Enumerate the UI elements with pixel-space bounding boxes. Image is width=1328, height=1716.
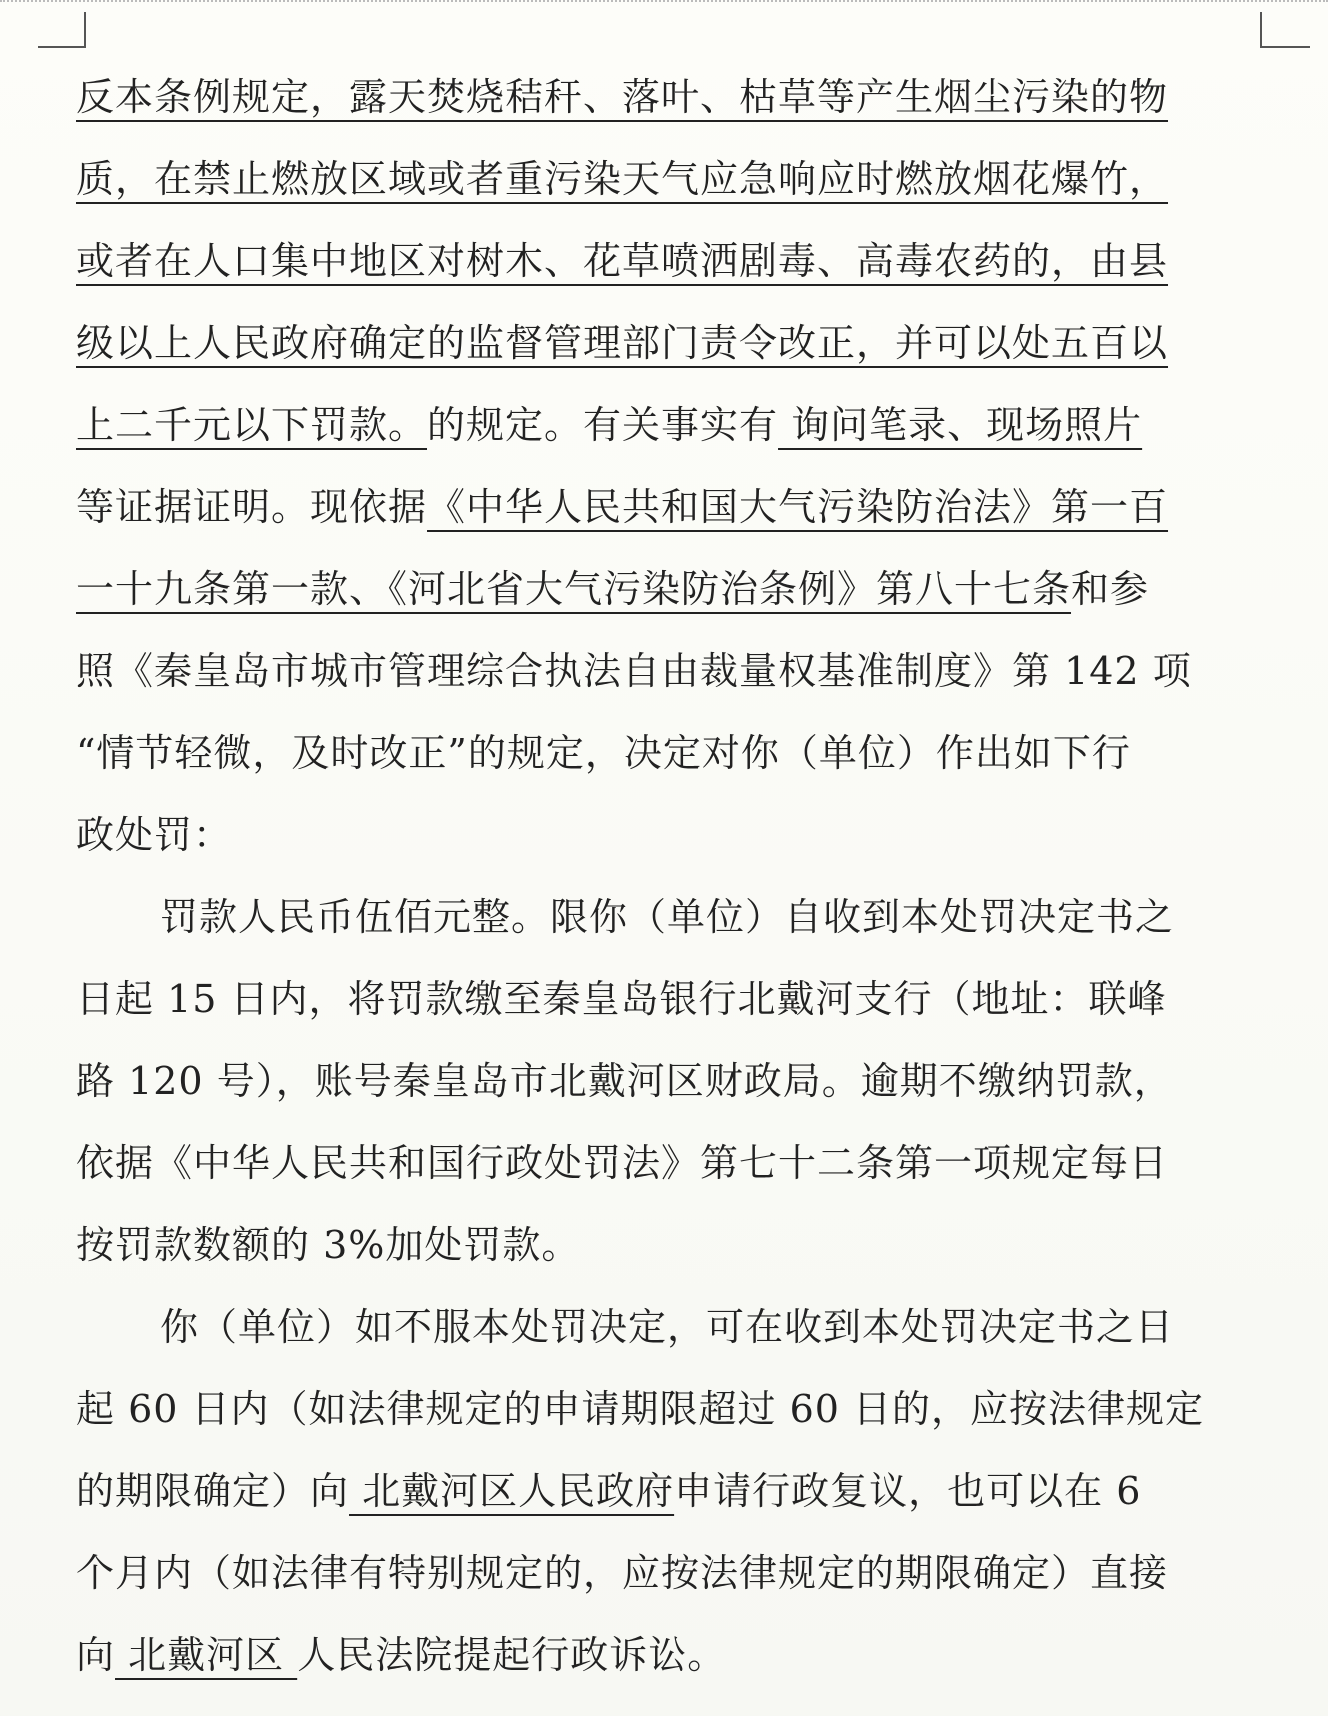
text-line xyxy=(76,1368,1256,1450)
underlined-text: 或者在人口集中地区对树木、花草喷洒剧毒、高毒农药的，由县 xyxy=(76,239,1169,283)
text-line xyxy=(76,548,1256,630)
text-line xyxy=(76,138,1256,220)
text-line xyxy=(76,958,1256,1040)
text-line xyxy=(76,1204,1256,1286)
text-line xyxy=(76,1040,1256,1122)
text-segment: 的规定。有关事实有 xyxy=(427,403,779,447)
page-top-edge xyxy=(0,0,1328,10)
text-line xyxy=(76,220,1256,302)
underlined-text: 反本条例规定，露天焚烧秸秆、落叶、枯草等产生烟尘污染的物 xyxy=(76,75,1169,119)
text-segment: 罚款人民币伍佰元整。限你（单位）自收到本处罚决定书之 xyxy=(160,895,1175,939)
text-line xyxy=(76,1532,1256,1614)
text-line xyxy=(76,466,1256,548)
underlined-text: 一十九条第一款、《河北省大气污染防治条例》第八十七条 xyxy=(76,567,1072,611)
underlined-text: 询问笔录、现场照片 xyxy=(778,403,1143,447)
text-segment: 路 120 号），账号秦皇岛市北戴河区财政局。逾期不缴纳罚款， xyxy=(76,1059,1173,1103)
document-body xyxy=(76,56,1256,1696)
underlined-text: 上二千元以下罚款。 xyxy=(76,403,428,447)
text-line xyxy=(76,1122,1256,1204)
text-segment: 你（单位）如不服本处罚决定，可在收到本处罚决定书之日 xyxy=(160,1305,1175,1349)
text-segment: 向 xyxy=(76,1633,116,1677)
text-line xyxy=(76,384,1256,466)
underlined-text: 级以上人民政府确定的监督管理部门责令改正，并可以处五百以 xyxy=(76,321,1169,365)
text-segment: 等证据证明。现依据 xyxy=(76,485,428,529)
text-line xyxy=(76,712,1256,794)
underlined-text: 北戴河区 xyxy=(115,1633,298,1677)
text-line xyxy=(76,794,1256,876)
text-line xyxy=(76,1450,1256,1532)
text-segment: 起 60 日内（如法律规定的申请期限超过 60 日的，应按法律规定 xyxy=(76,1387,1205,1431)
text-line xyxy=(76,56,1256,138)
text-segment: 按罚款数额的 3%加处罚款。 xyxy=(76,1223,581,1267)
text-segment: 依据《中华人民共和国行政处罚法》第七十二条第一项规定每日 xyxy=(76,1141,1169,1185)
crop-mark-top-left xyxy=(38,12,86,48)
text-segment: 政处罚： xyxy=(76,813,233,857)
underlined-text: 《中华人民共和国大气污染防治法》第一百 xyxy=(427,485,1169,529)
text-line xyxy=(76,302,1256,384)
text-line xyxy=(76,876,1256,958)
text-segment: 日起 15 日内，将罚款缴至秦皇岛银行北戴河支行（地址：联峰 xyxy=(76,977,1167,1021)
underlined-text: 北戴河区人民政府 xyxy=(349,1469,675,1513)
text-line xyxy=(76,1614,1256,1696)
text-segment: 申请行政复议，也可以在 6 xyxy=(674,1469,1142,1513)
text-segment: “情节轻微，及时改正”的规定，决定对你（单位）作出如下行 xyxy=(76,731,1131,775)
text-segment: 人民法院提起行政诉讼。 xyxy=(297,1633,727,1677)
text-segment: 个月内（如法律有特别规定的，应按法律规定的期限确定）直接 xyxy=(76,1551,1169,1595)
text-segment: 照《秦皇岛市城市管理综合执法自由裁量权基准制度》第 142 项 xyxy=(76,649,1192,693)
crop-mark-top-right xyxy=(1260,12,1310,48)
text-line xyxy=(76,630,1256,712)
text-segment: 和参 xyxy=(1071,567,1150,611)
underlined-text: 质，在禁止燃放区域或者重污染天气应急响应时燃放烟花爆竹， xyxy=(76,157,1169,201)
text-line xyxy=(76,1286,1256,1368)
text-segment: 的期限确定）向 xyxy=(76,1469,350,1513)
